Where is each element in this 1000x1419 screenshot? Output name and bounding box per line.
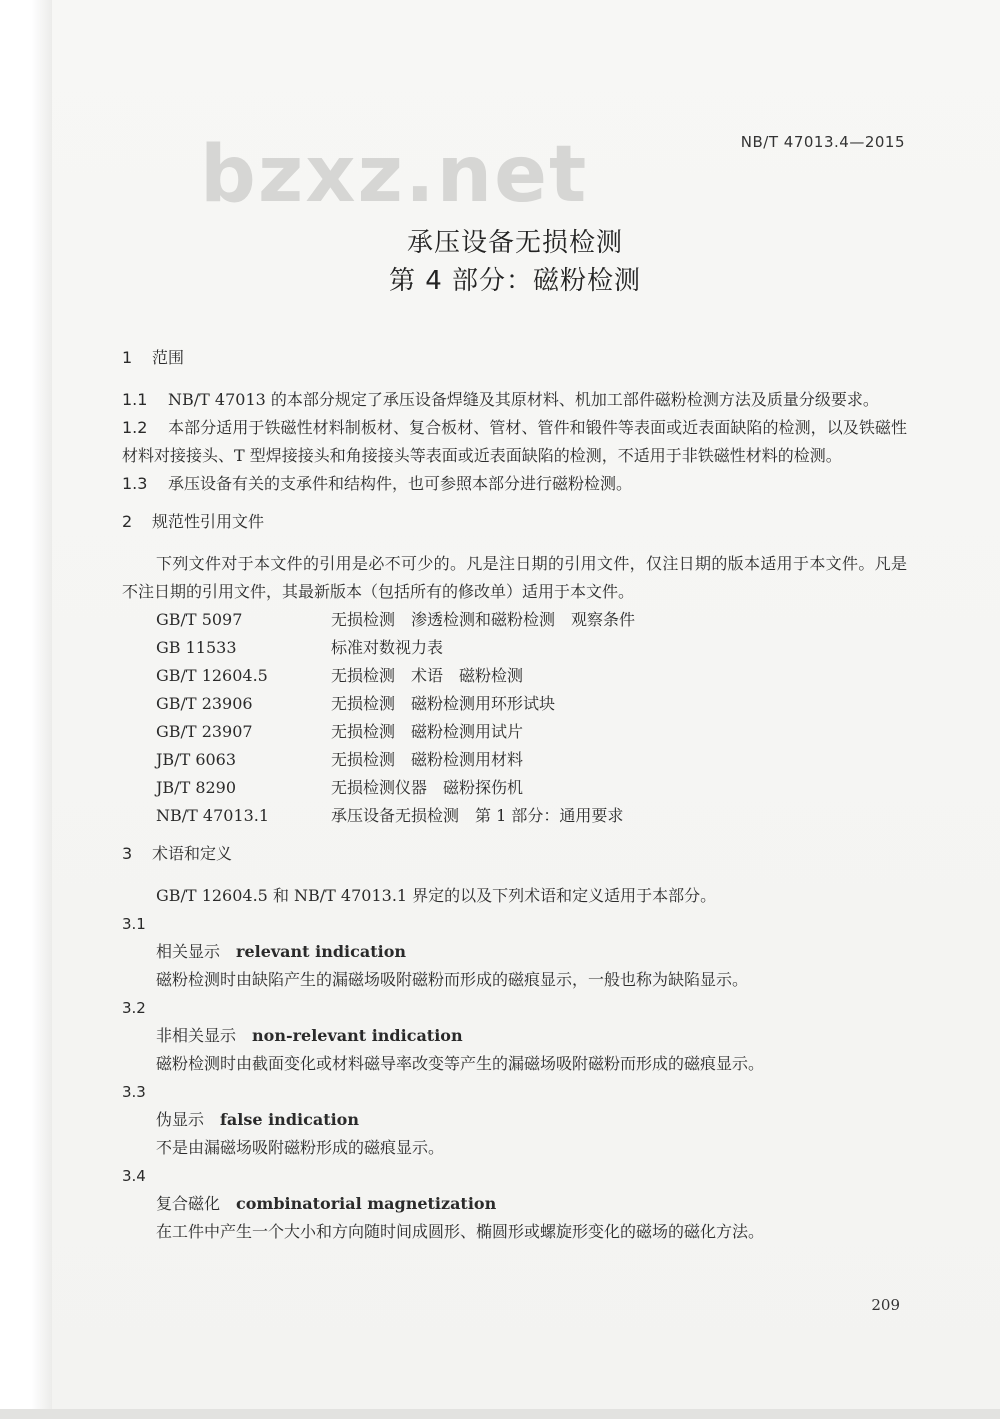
term-definition: 磁粉检测时由截面变化或材料磁导率改变等产生的漏磁场吸附磁粉而形成的磁痕显示。: [156, 1054, 765, 1073]
section-2-heading: [122, 508, 907, 536]
term-name: [156, 1022, 907, 1050]
reference-item: [156, 774, 907, 802]
term-name-zh: 相关显示: [156, 942, 221, 961]
reference-code: GB/T 23906: [156, 694, 253, 713]
clause-number: 1.2: [122, 418, 148, 437]
reference-item: [156, 690, 907, 718]
document-body: [122, 344, 907, 1246]
reference-code: GB/T 5097: [156, 610, 243, 629]
term-name-en: false indication: [220, 1110, 359, 1129]
term-definition: 在工件中产生一个大小和方向随时间成圆形、椭圆形或螺旋形变化的磁场的磁化方法。: [156, 1222, 765, 1241]
term-number: 3.4: [122, 1167, 146, 1185]
reference-code: GB/T 23907: [156, 722, 253, 741]
term-name: [156, 938, 907, 966]
clause-1-3: [122, 470, 907, 498]
section-number: 3: [122, 844, 133, 863]
section-number: 2: [122, 512, 133, 531]
clause-text: 承压设备有关的支承件和结构件，也可参照本部分进行磁粉检测。: [168, 474, 633, 493]
page-number: 209: [871, 1296, 900, 1314]
reference-code: JB/T 8290: [156, 778, 237, 797]
reference-title: 无损检测 磁粉检测用环形试块: [331, 694, 556, 713]
reference-item: [156, 746, 907, 774]
term-name-zh: 伪显示: [156, 1110, 205, 1129]
reference-item: [156, 634, 907, 662]
term-name-en: relevant indication: [236, 942, 406, 961]
section-title: 规范性引用文件: [152, 512, 265, 531]
section-1-heading: [122, 344, 907, 372]
page-edge-shadow: [0, 0, 52, 1419]
reference-code: GB/T 12604.5: [156, 666, 268, 685]
clause-1-2: [122, 414, 907, 470]
term-name-en: combinatorial magnetization: [236, 1194, 497, 1213]
reference-item: [156, 606, 907, 634]
reference-code: NB/T 47013.1: [156, 806, 270, 825]
reference-code: JB/T 6063: [156, 750, 237, 769]
title-line-2: 第 4 部分：磁粉检测: [388, 266, 642, 296]
term-number: 3.3: [122, 1083, 146, 1101]
term-name-zh: 非相关显示: [156, 1026, 237, 1045]
term-name-en: non-relevant indication: [252, 1026, 463, 1045]
section-title: 范围: [152, 348, 185, 367]
clause-number: 1.3: [122, 474, 148, 493]
reference-title: 标准对数视力表: [331, 638, 444, 657]
reference-title: 无损检测 磁粉检测用材料: [331, 750, 524, 769]
title-line-1: 承压设备无损检测: [406, 228, 623, 258]
clause-1-1: [122, 386, 907, 414]
term-name: [156, 1190, 907, 1218]
term-number: 3.1: [122, 915, 146, 933]
clause-number: 1.1: [122, 390, 148, 409]
reference-title: 无损检测 渗透检测和磁粉检测 观察条件: [331, 610, 636, 629]
reference-title: 无损检测 术语 磁粉检测: [331, 666, 524, 685]
reference-code: GB 11533: [156, 638, 237, 657]
clause-text: NB/T 47013 的本部分规定了承压设备焊缝及其原材料、机加工部件磁粉检测方法及质量分级要求。: [168, 390, 879, 409]
reference-list: [156, 606, 907, 830]
reference-title: 无损检测仪器 磁粉探伤机: [331, 778, 524, 797]
section-title: 术语和定义: [152, 844, 233, 863]
term-definition: 不是由漏磁场吸附磁粉形成的磁痕显示。: [156, 1138, 445, 1157]
term-name-zh: 复合磁化: [156, 1194, 221, 1213]
section-3-heading: [122, 840, 907, 868]
reference-item: [156, 802, 907, 830]
clause-text: 本部分适用于铁磁性材料制板材、复合板材、管材、管件和锻件等表面或近表面缺陷的检测，以及铁磁性材料对接接头、T 型焊接接头和角接接头等表面或近表面缺陷的检测，不适用于非铁磁性材料的检测。: [122, 418, 907, 465]
section-3-intro: GB/T 12604.5 和 NB/T 47013.1 界定的以及下列术语和定义适用于本部分。: [156, 886, 717, 905]
reference-title: 承压设备无损检测 第 1 部分：通用要求: [331, 806, 624, 825]
watermark: bzxz.net: [200, 130, 589, 220]
reference-item: [156, 662, 907, 690]
reference-item: [156, 718, 907, 746]
section-number: 1: [122, 348, 133, 367]
term-number: 3.2: [122, 999, 146, 1017]
term-name: [156, 1106, 907, 1134]
standard-code: NB/T 47013.4—2015: [740, 133, 905, 151]
term-definition: 磁粉检测时由缺陷产生的漏磁场吸附磁粉而形成的磁痕显示，一般也称为缺陷显示。: [156, 970, 749, 989]
bottom-edge: [0, 1409, 1000, 1419]
section-2-intro: 下列文件对于本文件的引用是必不可少的。凡是注日期的引用文件，仅注日期的版本适用于本文件。凡是不注日期的引用文件，其最新版本（包括所有的修改单）适用于本文件。: [122, 554, 907, 601]
reference-title: 无损检测 磁粉检测用试片: [331, 722, 524, 741]
